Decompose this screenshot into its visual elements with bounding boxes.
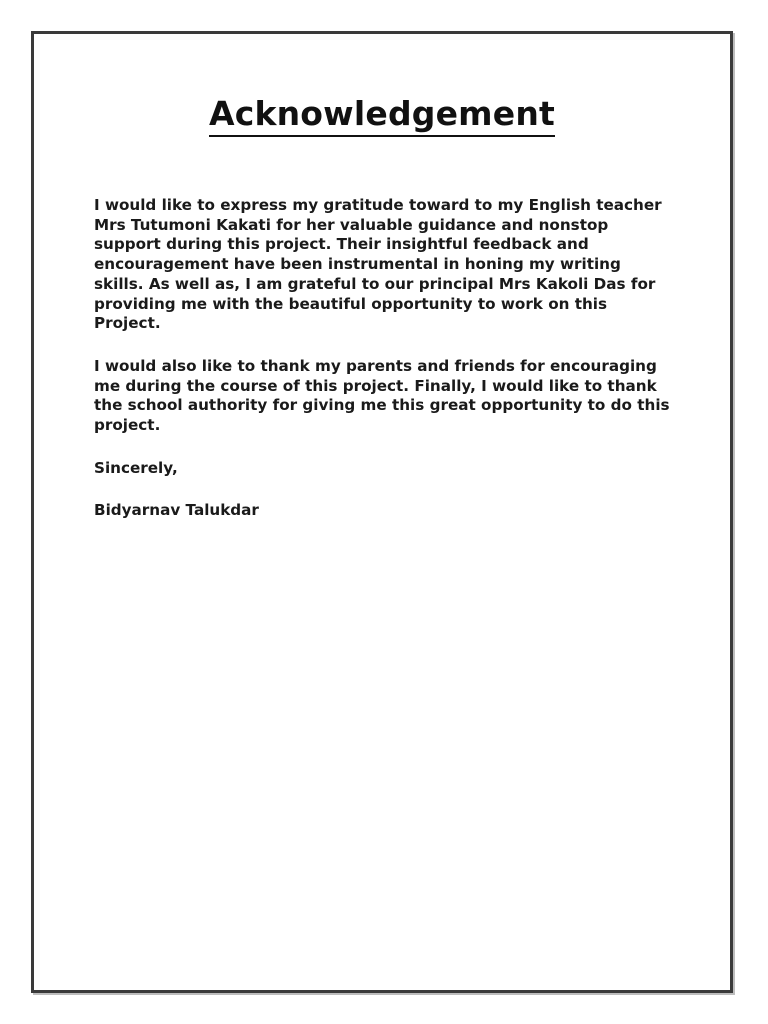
paragraph-2: I would also like to thank my parents and friends for encouraging me during the course of this project. Finally, I would like to thank the school authority for giving me this great opportunity to do this project. [94, 356, 670, 435]
document-body [94, 196, 674, 544]
title-text: Acknowledgement [209, 94, 555, 137]
document-page [31, 31, 733, 993]
paragraph-1: I would like to express my gratitude toward to my English teacher Mrs Tutumoni Kakati for her valuable guidance and nonstop support during this project. Their insightful feedback and encouragement have been instrumental in honing my writing skills. As well as, I am grateful to our principal Mrs Kakoli Das for providing me with the beautiful opportunity to work on this Project. [94, 196, 662, 333]
page-title [34, 94, 730, 137]
signature-name: Bidyarnav Talukdar [94, 501, 259, 520]
closing-text: Sincerely, [94, 458, 178, 477]
